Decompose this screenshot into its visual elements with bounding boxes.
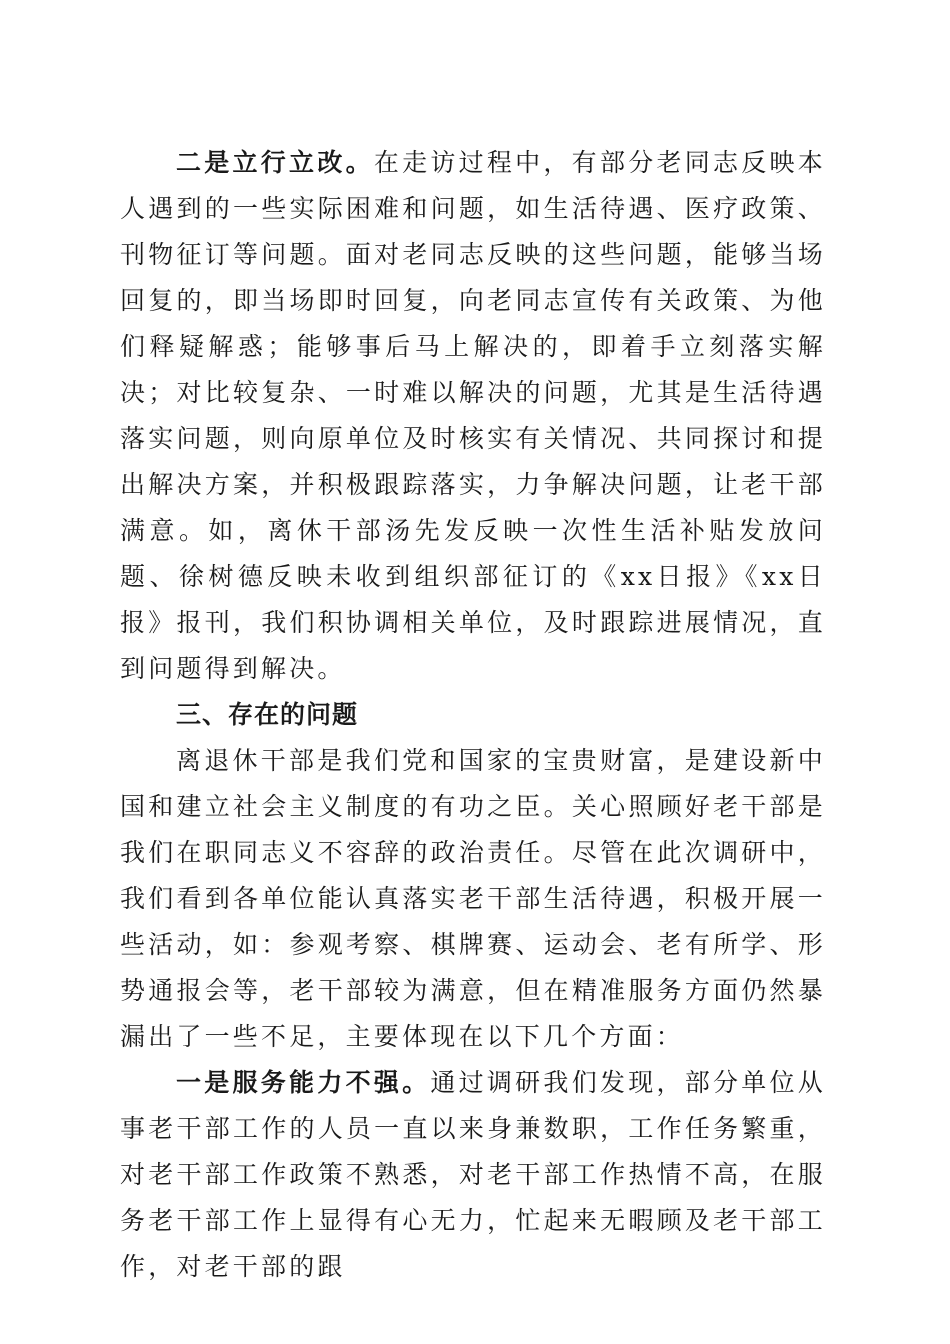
- paragraph-lead: 二是立行立改。: [176, 148, 374, 177]
- paragraph-text: 通过调研我们发现，部分单位从事老干部工作的人员一直以来身兼数职，工作任务繁重，对老干部工作政策不熟悉，对老干部工作热情不高，在服务老干部工作上显得有心无力，忙起来无暇顾及老干部工作，对老干部的跟: [120, 1068, 826, 1281]
- paragraph-lead: 一是服务能力不强。: [176, 1068, 431, 1097]
- section-heading-existing-problems: 三、存在的问题: [176, 700, 359, 729]
- paragraph-immediate-rectification: [120, 140, 826, 692]
- paragraph-text: 在走访过程中，有部分老同志反映本人遇到的一些实际困难和问题，如生活待遇、医疗政策、刊物征订等问题。面对老同志反映的这些问题，能够当场回复的，即当场即时回复，向老同志宣传有关政策、为他们释疑解惑；能够事后马上解决的，即着手立刻落实解决；对比较复杂、一时难以解决的问题，尤其是生活待遇落实问题，则向原单位及时核实有关情况、共同探讨和提出解决方案，并积极跟踪落实，力争解决问题，让老干部满意。如，离休干部汤先发反映一次性生活补贴发放问题、徐树德反映未收到组织部征订的《xx日报》《xx日报》报刊，我们积协调相关单位，及时跟踪进展情况，直到问题得到解决。: [120, 148, 826, 683]
- paragraph-weak-service-capability: [120, 1060, 826, 1290]
- document-body: [120, 140, 826, 1290]
- paragraph-text: 离退休干部是我们党和国家的宝贵财富，是建设新中国和建立社会主义制度的有功之臣。关心照顾好老干部是我们在职同志义不容辞的政治责任。尽管在此次调研中，我们看到各单位能认真落实老干部生活待遇，积极开展一些活动，如：参观考察、棋牌赛、运动会、老有所学、形势通报会等，老干部较为满意，但在精准服务方面仍然暴漏出了一些不足，主要体现在以下几个方面：: [120, 746, 826, 1051]
- paragraph-problems-intro: [120, 738, 826, 1060]
